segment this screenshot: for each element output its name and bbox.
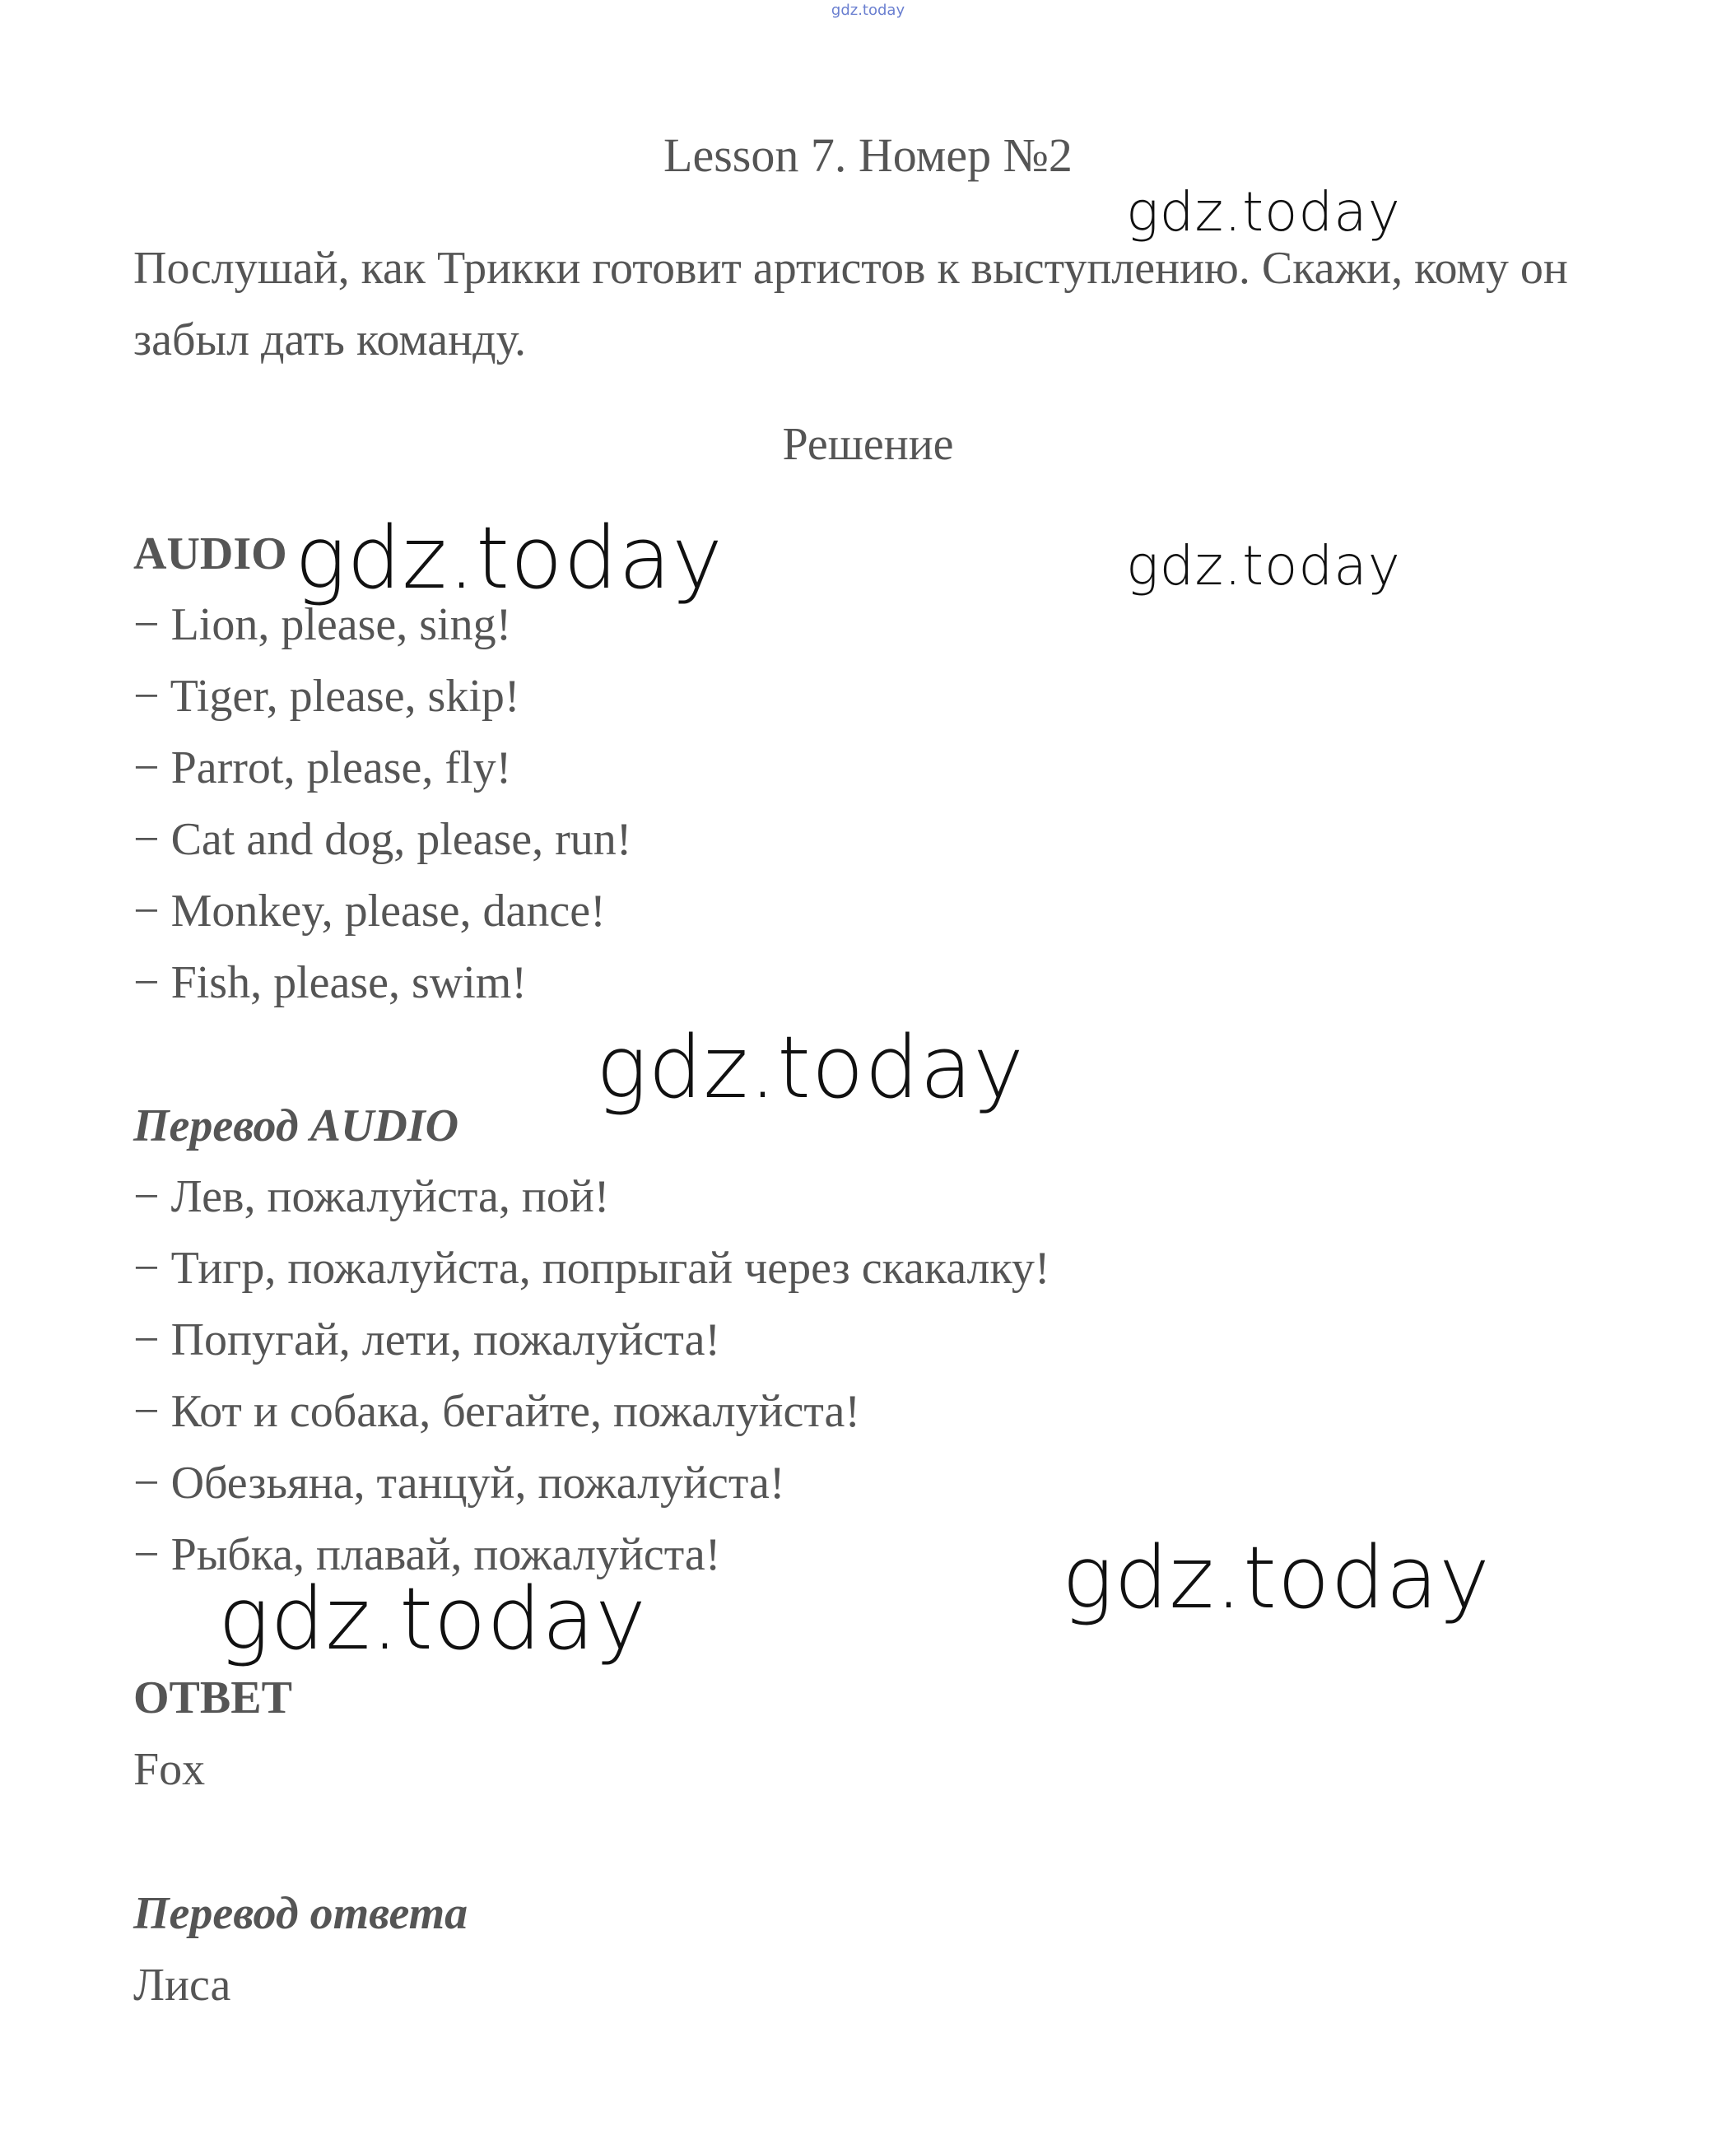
translation-line: − Лев, пожалуйста, пой! (133, 1171, 610, 1222)
audio-line: − Fish, please, swim! (133, 957, 527, 1008)
page-title: Lesson 7. Номер №2 (663, 128, 1073, 182)
solution-label: Решение (782, 419, 954, 470)
audio-heading: AUDIO (133, 528, 287, 579)
translation-heading: Перевод AUDIO (133, 1100, 459, 1151)
audio-line: − Lion, please, sing! (133, 599, 512, 650)
answer-translation-value: Лиса (133, 1960, 231, 2011)
audio-line: − Tiger, please, skip! (133, 671, 520, 722)
translation-line: − Попугай, лети, пожалуйста! (133, 1314, 721, 1365)
audio-line: − Parrot, please, fly! (133, 742, 512, 793)
watermark: gdz.today (1062, 1528, 1491, 1628)
translation-line: − Обезьяна, танцуй, пожалуйста! (133, 1458, 785, 1509)
site-mark: gdz.today (831, 2, 905, 19)
audio-line: − Cat and dog, please, run! (133, 814, 632, 865)
answer-translation-heading: Перевод ответа (133, 1888, 468, 1939)
answer-heading: ОТВЕТ (133, 1672, 292, 1723)
translation-line: − Кот и собака, бегайте, пожалуйста! (133, 1386, 861, 1437)
translation-lines (133, 1161, 1050, 1591)
watermark: gdz.today (1126, 534, 1401, 598)
audio-line: − Monkey, please, dance! (133, 886, 606, 937)
answer-value: Fox (133, 1744, 206, 1795)
translation-line: − Тигр, пожалуйста, попрыгай через скакалку! (133, 1243, 1050, 1294)
watermark: gdz.today (1126, 180, 1401, 244)
task-text: Послушай, как Трикки готовит артистов к выступлению. Скажи, кому он забыл дать команду. (133, 243, 1568, 365)
watermark: gdz.today (596, 1017, 1025, 1118)
watermark: gdz.today (295, 508, 724, 608)
watermark: gdz.today (218, 1569, 647, 1669)
audio-lines (133, 589, 631, 1019)
translation-line: − Рыбка, плавай, пожалуйста! (133, 1529, 721, 1580)
